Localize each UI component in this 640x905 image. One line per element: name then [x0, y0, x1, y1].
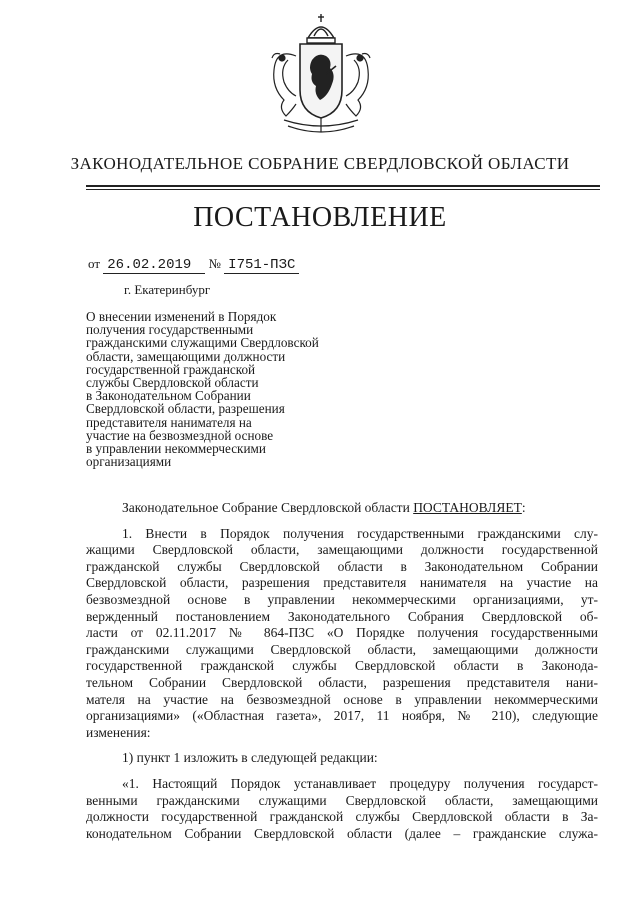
- paragraph-1-line: государственной гражданской службы Свердловской области в Законода-: [86, 658, 598, 674]
- document-date: 26.02.2019: [103, 258, 205, 274]
- paragraph-1-line: тельном Собрании Свердловской области, разрешения представителя нани-: [86, 674, 598, 690]
- paragraph-1-line: жащими Свердловской области, замещающими должности государственной: [86, 542, 598, 558]
- preamble-text: Законодательное Собрание Свердловской области: [122, 500, 410, 515]
- subject-line: государственной гражданской: [86, 361, 256, 377]
- preamble-colon: :: [521, 500, 526, 515]
- paragraph-1-line: изменения:: [86, 724, 151, 740]
- paragraph-1-line: вержденный постановлением Законодательного Собрания Свердловской об-: [86, 608, 598, 624]
- subject-line: получения государственными: [86, 322, 254, 338]
- paragraph-3-line: венными гражданскими служащими Свердловской области, замещающими: [86, 792, 598, 808]
- date-from-label: от: [88, 256, 101, 271]
- number-label: №: [208, 256, 221, 271]
- subject-line: гражданскими служащими Свердловской: [86, 335, 319, 351]
- paragraph-1-line: Свердловской области, разрешения представителя нанимателя на участие на: [86, 575, 598, 591]
- paragraph-1-line: мателя на участие на безвозмездной основе в управлении некоммерческими: [86, 691, 598, 707]
- paragraph-3-line: конодательном Собрании Свердловской области (далее – гражданские служа-: [86, 825, 598, 841]
- legislature-name: ЗАКОНОДАТЕЛЬНОЕ СОБРАНИЕ СВЕРДЛОВСКОЙ ОБЛАСТИ: [70, 154, 570, 173]
- subject-line: Свердловской области, разрешения: [86, 401, 285, 417]
- paragraph-3-line: должности государственной гражданской службы Свердловской области в За-: [86, 809, 598, 825]
- coat-of-arms-emblem: [266, 8, 376, 140]
- city-name: г. Екатеринбург: [124, 282, 211, 297]
- subject-line: О внесении изменений в Порядок: [86, 309, 277, 324]
- subject-line: представителя нанимателя на: [86, 414, 252, 430]
- paragraph-1-line: ласти от 02.11.2017 № 864-ПЗС «О Порядке получения государственными: [86, 625, 598, 641]
- subject-line: участие на безвозмездной основе: [86, 427, 274, 443]
- document-title: ПОСТАНОВЛЕНИЕ: [193, 202, 447, 233]
- subject-line: в управлении некоммерческими: [86, 441, 266, 457]
- subject-line: в Законодательном Собрании: [86, 388, 251, 404]
- paragraph-3-line: «1. Настоящий Порядок устанавливает процедуру получения государст-: [122, 775, 598, 791]
- subject-line: области, замещающими должности: [86, 348, 286, 364]
- paragraph-1-line: гражданской службы Свердловской области в Законодательном Собрании: [86, 558, 598, 574]
- document-body: [86, 500, 598, 842]
- paragraph-1-line: безвозмездной основе в управлении некоммерческими организациями, ут-: [86, 591, 598, 607]
- paragraph-1-line: 1. Внести в Порядок получения государственными гражданскими слу-: [122, 525, 598, 541]
- dateline: [88, 256, 299, 274]
- preamble: [86, 500, 598, 517]
- resolves-word: ПОСТАНОВЛЯЕТ: [413, 500, 522, 515]
- subject-line: службы Свердловской области: [86, 375, 259, 391]
- paragraph-1-line: гражданскими служащими Свердловской области, замещающими должности: [86, 641, 598, 657]
- paragraph-2: 1) пункт 1 изложить в следующей редакции:: [122, 750, 378, 766]
- subject-block: [86, 310, 376, 468]
- subject-line: организациями: [86, 454, 172, 470]
- header-double-rule-top: [86, 185, 600, 187]
- paragraph-1-line: организациями» («Областная газета», 2017, 11 ноября, № 210), следующие: [86, 708, 598, 724]
- document-number: I751-ПЗС: [224, 258, 299, 274]
- header-double-rule-bottom: [86, 189, 600, 190]
